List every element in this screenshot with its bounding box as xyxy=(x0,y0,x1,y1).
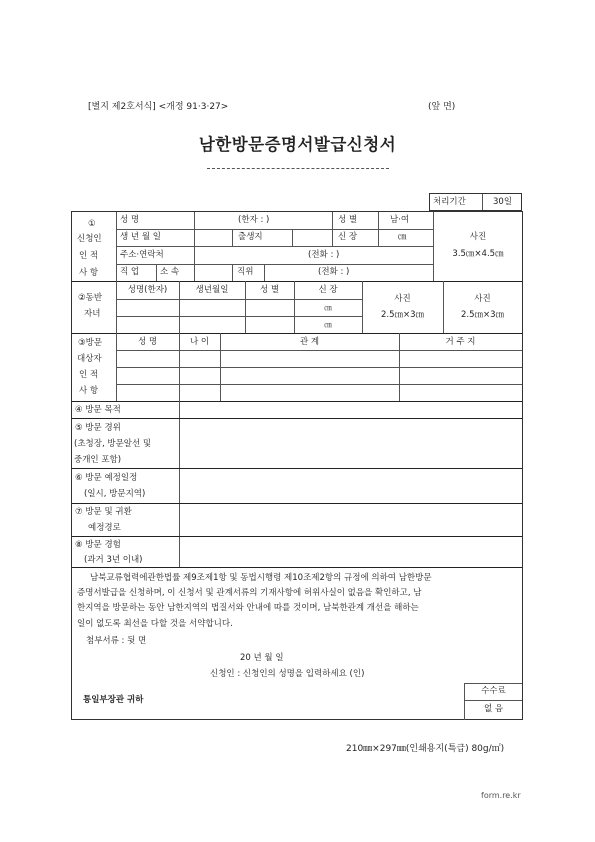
sec3-label-line4: 사 항 xyxy=(79,386,99,396)
declaration-line-4: 일이 없도록 최선을 다할 것을 서약합니다. xyxy=(77,619,233,629)
sec2-height-unit-1: ㎝ xyxy=(324,303,332,312)
sec2-label-line2: 자녀 xyxy=(84,309,101,319)
birthplace-label: 출생지 xyxy=(238,232,263,242)
form-number: [별지 제2호서식] <개정 91·3·27> xyxy=(88,102,229,112)
height-label: 신 장 xyxy=(338,232,358,242)
phone2-field[interactable]: (전화 : ) xyxy=(318,267,350,277)
sec2-col-sex: 성 별 xyxy=(259,285,280,295)
birthdate-label: 생 년 월 일 xyxy=(120,232,161,242)
sec3-label-line3: 인 적 xyxy=(79,370,99,380)
child-photo-1-label: 사진 xyxy=(394,294,411,304)
affiliation-label: 소 속 xyxy=(160,267,180,277)
sec2-col-birthdate: 생년월일 xyxy=(195,285,229,295)
declaration-line-3: 한지역을 방문하는 동안 남한지역의 법질서와 안내에 따를 것이며, 남북한관계 개선을 해하는 xyxy=(77,603,419,613)
sec2-col-height: 신 장 xyxy=(318,285,338,295)
sec2-label-line1: ②동반 xyxy=(78,293,103,303)
sec3-label-line1: ③방문 xyxy=(78,338,103,348)
sec2-height-unit-2: ㎝ xyxy=(324,320,332,329)
sec3-col-relation: 관 계 xyxy=(299,337,320,347)
sex-value[interactable]: 남·여 xyxy=(390,215,410,225)
declaration-line-2: 증명서발급을 신청하며, 이 신청서 및 관계서류의 기재사항에 허위사실이 없음을 확인하고, 남 xyxy=(77,588,422,598)
sec7-label-line1: ⑦ 방문 및 귀환 xyxy=(75,507,132,517)
recipient-line: 통일부장관 귀하 xyxy=(83,695,144,705)
sec7-label-line2: 예정경로 xyxy=(88,523,121,533)
fee-value: 없 음 xyxy=(483,704,504,714)
child-photo-1-size: 2.5㎝×3㎝ xyxy=(380,310,425,320)
job-label: 직 업 xyxy=(120,267,140,277)
sec2-col-name: 성명(한자) xyxy=(127,285,168,295)
document-title: 남한방문증명서발급신청서 xyxy=(198,135,397,154)
sec3-col-residence: 거 주 지 xyxy=(445,337,476,347)
applicant-signature-field[interactable]: 신청인 : 신청인의 성명을 입력하세요 (인) xyxy=(210,669,365,679)
processing-period-value: 30일 xyxy=(493,197,513,207)
sec6-label-line2: (일시, 방문지역) xyxy=(84,489,146,499)
sec6-label-line1: ⑥ 방문 예정일정 xyxy=(75,473,138,483)
phone-field[interactable]: (전화 : ) xyxy=(308,250,340,260)
sec1-label-num: ① xyxy=(88,219,96,229)
sec4-label: ④ 방문 목적 xyxy=(75,405,121,415)
processing-period-box xyxy=(429,193,522,211)
sec3-col-age: 나 이 xyxy=(189,337,210,347)
sec1-label-line1: 신청인 xyxy=(77,234,102,244)
sec1-label-line2: 인 적 xyxy=(79,251,99,261)
applicant-photo-size: 3.5㎝×4.5㎝ xyxy=(452,249,504,259)
sec1-label-line3: 사 항 xyxy=(79,268,99,278)
page-side: (앞 면) xyxy=(428,102,456,112)
position-label: 직위 xyxy=(237,267,254,277)
sec5-label-line1: ⑤ 방문 경위 xyxy=(75,423,121,433)
paper-size-note: 210㎜×297㎜(인쇄용지(특급) 80g/㎡) xyxy=(346,744,505,754)
hanja-field[interactable]: (한자 : ) xyxy=(238,215,270,225)
child-photo-2-size: 2.5㎝×3㎝ xyxy=(460,310,505,320)
date-line: 20 년 월 일 xyxy=(240,653,284,663)
sex-label: 성 별 xyxy=(338,215,358,225)
name-label: 성 명 xyxy=(120,215,140,225)
child-photo-2-label: 사진 xyxy=(474,294,491,304)
sec8-label-line1: ⑧ 방문 경험 xyxy=(75,540,121,550)
processing-period-label: 처리기간 xyxy=(433,197,466,207)
height-unit: ㎝ xyxy=(398,232,407,242)
sec3-col-name: 성 명 xyxy=(137,337,158,347)
sec5-label-line3: 중개인 포함) xyxy=(74,455,122,465)
main-form-table xyxy=(71,211,523,720)
attachment-note: 첨부서류 : 뒷 면 xyxy=(86,636,147,646)
source-watermark: form.re.kr xyxy=(481,791,521,800)
sec3-label-line2: 대상자 xyxy=(77,354,102,364)
applicant-photo-label: 사진 xyxy=(469,232,487,242)
address-label: 주소·연락처 xyxy=(120,250,164,260)
fee-label: 수수료 xyxy=(481,686,506,696)
title-underline xyxy=(207,168,389,169)
declaration-line-1: 남북교류협력에관한법률 제9조제1항 및 동법시행령 제10조제2항의 규정에 의하여 남한방문 xyxy=(90,573,432,583)
sec5-label-line2: (초청장, 방문알선 및 xyxy=(74,439,152,449)
sec8-label-line2: (과거 3년 이내) xyxy=(84,555,143,565)
